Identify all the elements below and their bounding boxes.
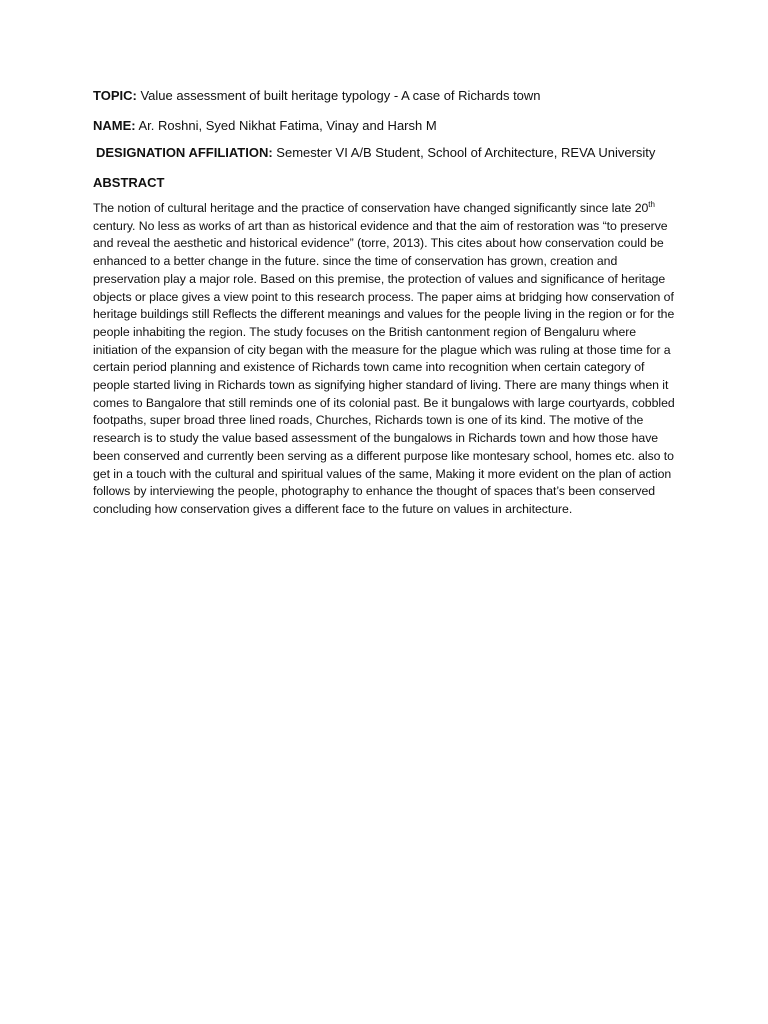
abstract-text-part-2: century. No less as works of art than as historical evidence and that the aim of restoration was “to preserve and reveal the aesthetic and historical evidence” (torre, 2013). This cites about how conservation could be enhanced to a better change in the future. since the time of conservation has grown, creation and preservation play a major role. Based on this premise, the protection of values and significance of heritage objects or place gives a view point to this research process. The paper aims at bridging how conservation of heritage buildings still Reflects the different meanings and values for the people living in the region or for the people inhabiting the region. The study focuses on the British cantonment region of Bengaluru where initiation of the expansion of city began with the measure for the plague which was ruling at those time for a certain period planning and existence of Richards town came into recognition when certain category of people started living in Richards town as signifying higher standard of living. There are many things when it comes to Bangalore that still reminds one of its colonial past. Be it bungalows with large courtyards, cobbled footpaths, super broad three lined roads, Churches, Richards town is one of its kind. The motive of the research is to study the value based assessment of the bungalows in Richards town and how those have been conserved and currently been serving as a different purpose like montesary school, homes etc. also to get in a touch with the cultural and spiritual values of the same, Making it more evident on the plan of action follows by interviewing the people, photography to enhance the thought of spaces that’s been conserved concluding how conservation gives a different face to the future on values in architecture. xyxy=(93,218,675,516)
topic-line xyxy=(93,86,675,105)
affiliation-line xyxy=(93,143,675,162)
abstract-superscript: th xyxy=(648,199,655,209)
abstract-body xyxy=(93,200,675,519)
name-value: Ar. Roshni, Syed Nikhat Fatima, Vinay and Harsh M xyxy=(135,118,437,133)
topic-value: Value assessment of built heritage typology - A case of Richards town xyxy=(136,88,541,103)
document-page xyxy=(93,86,675,519)
name-label: NAME: xyxy=(93,118,136,133)
topic-label: TOPIC: xyxy=(93,88,137,103)
affiliation-value: Semester VI A/B Student, School of Architecture, REVA University xyxy=(272,145,656,160)
abstract-heading: ABSTRACT xyxy=(93,175,165,190)
affiliation-label: DESIGNATION AFFILIATION: xyxy=(96,145,273,160)
name-line xyxy=(93,116,675,135)
abstract-text-part-1: The notion of cultural heritage and the practice of conservation have changed significantly since late 20 xyxy=(93,201,649,215)
